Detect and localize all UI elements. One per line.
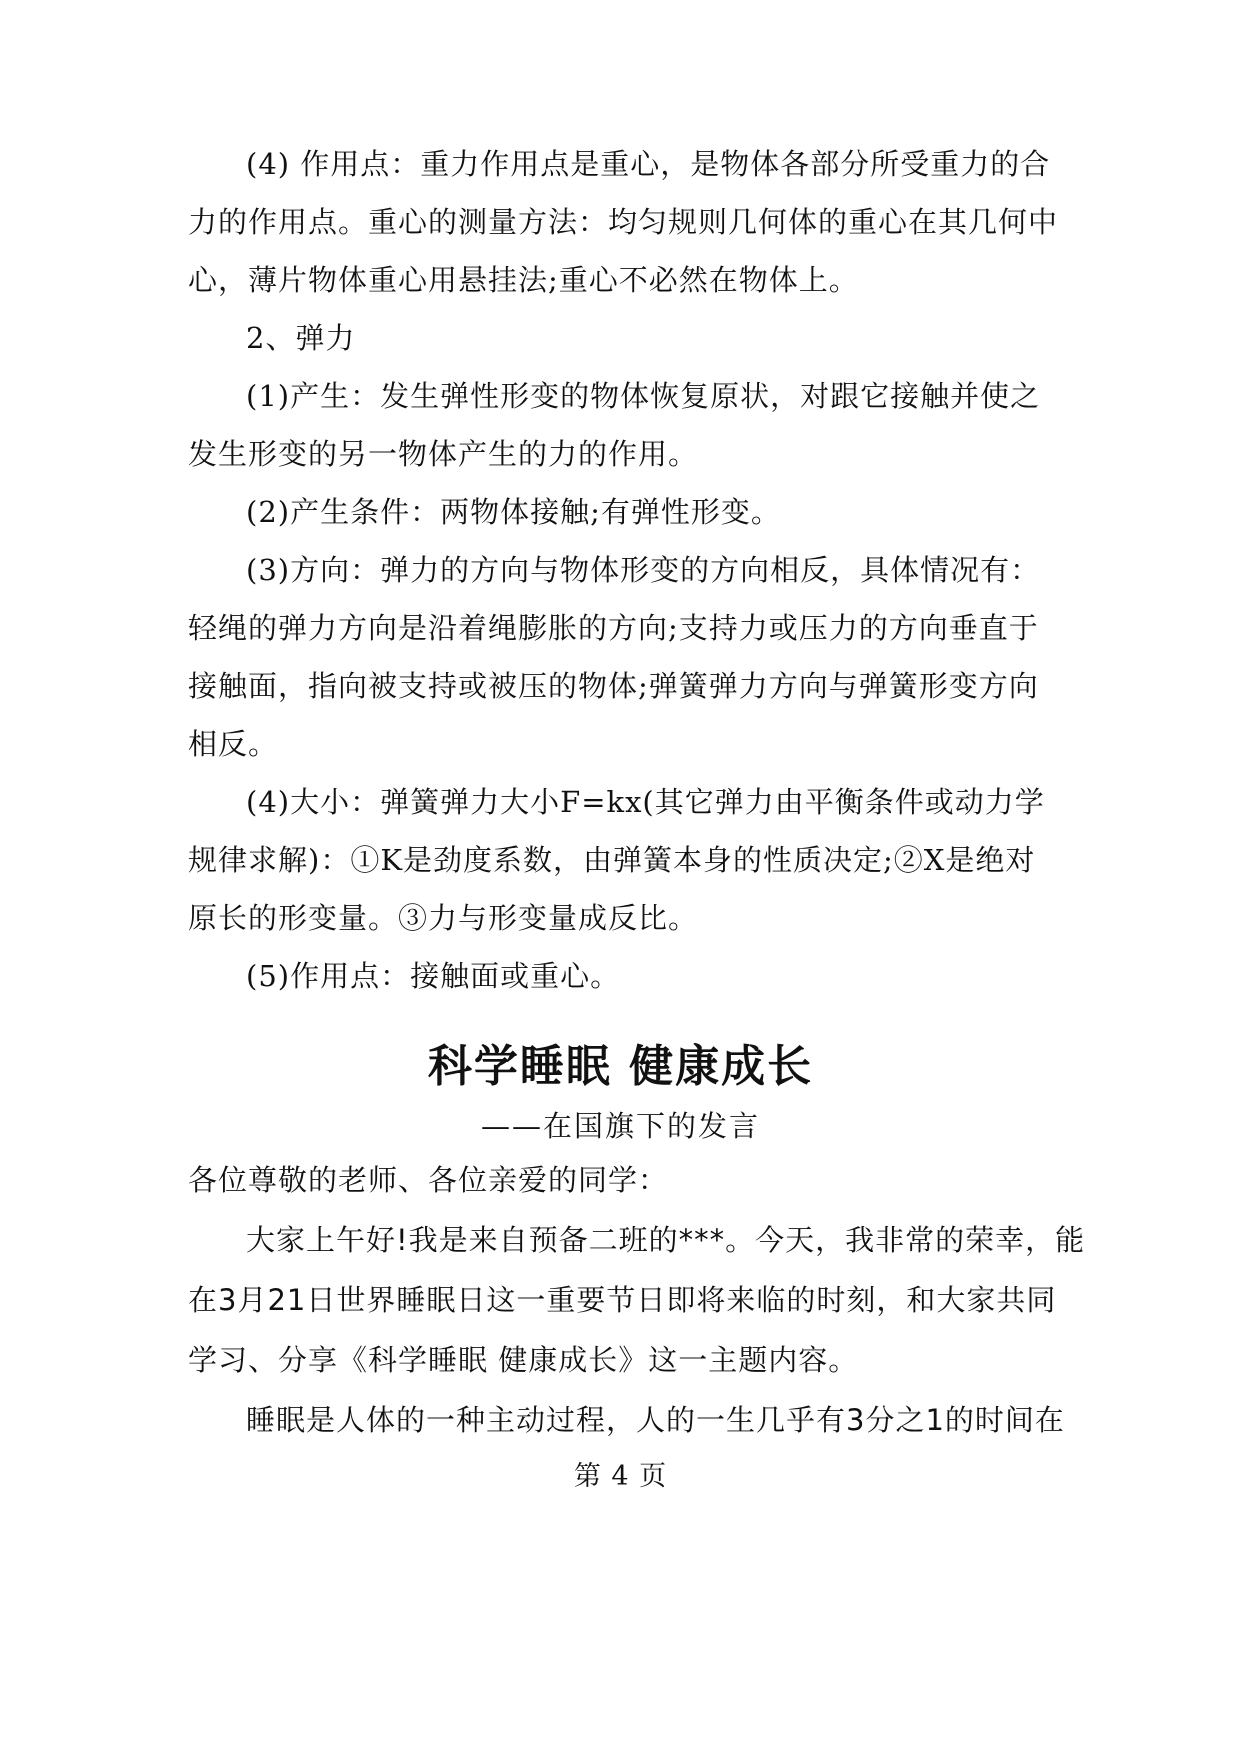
paragraph-line: 在3月21日世界睡眠日这一重要节日即将来临的时刻，和大家共同 <box>188 1283 1057 1317</box>
paragraph-line: (4)大小：弹簧弹力大小F=kx(其它弹力由平衡条件或动力学 <box>246 785 1045 819</box>
paragraph-line: 心，薄片物体重心用悬挂法;重心不必然在物体上。 <box>188 263 859 297</box>
paragraph-line: 学习、分享《科学睡眠 健康成长》这一主题内容。 <box>188 1343 859 1377</box>
speech-subtitle: ——在国旗下的发言 <box>480 1109 760 1143</box>
paragraph-line: 睡眠是人体的一种主动过程，人的一生几乎有3分之1的时间在 <box>246 1403 1065 1437</box>
paragraph-line: (4) 作用点：重力作用点是重心，是物体各部分所受重力的合 <box>246 147 1051 181</box>
paragraph-line: (3)方向：弹力的方向与物体形变的方向相反，具体情况有： <box>246 553 1041 587</box>
paragraph-line: 相反。 <box>188 727 279 761</box>
paragraph-line: 发生形变的另一物体产生的力的作用。 <box>188 437 699 471</box>
page-number: 第 4 页 <box>573 1461 668 1492</box>
paragraph-line: 轻绳的弹力方向是沿着绳膨胀的方向;支持力或压力的方向垂直于 <box>188 611 1039 645</box>
paragraph-line: (5)作用点：接触面或重心。 <box>246 959 621 993</box>
section-heading: 2、弹力 <box>246 321 356 355</box>
paragraph-line: 力的作用点。重心的测量方法：均匀规则几何体的重心在其几何中 <box>188 205 1059 239</box>
paragraph-line: (2)产生条件：两物体接触;有弹性形变。 <box>246 495 781 529</box>
paragraph-line: (1)产生：发生弹性形变的物体恢复原状，对跟它接触并使之 <box>246 379 1041 413</box>
paragraph-line: 规律求解)：①K是劲度系数，由弹簧本身的性质决定;②X是绝对 <box>188 843 1036 877</box>
speech-title: 科学睡眠 健康成长 <box>427 1041 814 1092</box>
paragraph-line: 大家上午好!我是来自预备二班的***。今天，我非常的荣幸，能 <box>246 1223 1086 1257</box>
paragraph-line: 接触面，指向被支持或被压的物体;弹簧弹力方向与弹簧形变方向 <box>188 669 1039 703</box>
paragraph-line: 原长的形变量。③力与形变量成反比。 <box>188 901 699 935</box>
speech-greeting: 各位尊敬的老师、各位亲爱的同学： <box>188 1163 669 1197</box>
